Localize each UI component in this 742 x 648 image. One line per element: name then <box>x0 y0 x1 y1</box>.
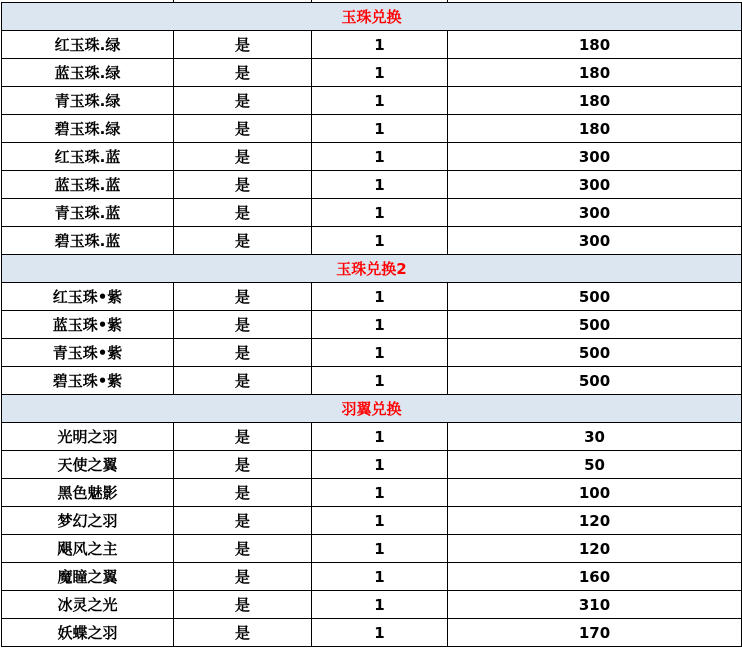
flag-cell: 是 <box>174 115 312 143</box>
cost-cell: 500 <box>448 311 742 339</box>
item-name: 青玉珠.蓝 <box>2 199 174 227</box>
table-row <box>2 507 742 535</box>
cost-cell: 160 <box>448 563 742 591</box>
quantity-cell: 1 <box>312 535 448 563</box>
table-row <box>2 479 742 507</box>
cost-cell: 170 <box>448 619 742 647</box>
cost-cell: 30 <box>448 423 742 451</box>
quantity-cell: 1 <box>312 59 448 87</box>
quantity-cell: 1 <box>312 31 448 59</box>
quantity-cell: 1 <box>312 479 448 507</box>
cost-cell: 120 <box>448 535 742 563</box>
table-row <box>2 283 742 311</box>
quantity-cell: 1 <box>312 591 448 619</box>
flag-cell: 是 <box>174 87 312 115</box>
flag-cell: 是 <box>174 31 312 59</box>
quantity-cell: 1 <box>312 339 448 367</box>
flag-cell: 是 <box>174 451 312 479</box>
cost-cell: 100 <box>448 479 742 507</box>
cost-cell: 120 <box>448 507 742 535</box>
cost-cell: 180 <box>448 31 742 59</box>
exchange-table <box>1 2 742 647</box>
cost-cell: 500 <box>448 367 742 395</box>
section-title: 玉珠兑换 <box>2 3 742 31</box>
item-name: 红玉珠•紫 <box>2 283 174 311</box>
item-name: 青玉珠•紫 <box>2 339 174 367</box>
flag-cell: 是 <box>174 199 312 227</box>
flag-cell: 是 <box>174 535 312 563</box>
flag-cell: 是 <box>174 507 312 535</box>
flag-cell: 是 <box>174 339 312 367</box>
table-row <box>2 311 742 339</box>
flag-cell: 是 <box>174 311 312 339</box>
quantity-cell: 1 <box>312 563 448 591</box>
quantity-cell: 1 <box>312 451 448 479</box>
cost-cell: 300 <box>448 199 742 227</box>
flag-cell: 是 <box>174 479 312 507</box>
quantity-cell: 1 <box>312 227 448 255</box>
flag-cell: 是 <box>174 367 312 395</box>
quantity-cell: 1 <box>312 311 448 339</box>
item-name: 碧玉珠.绿 <box>2 115 174 143</box>
cost-cell: 180 <box>448 87 742 115</box>
item-name: 红玉珠.绿 <box>2 31 174 59</box>
exchange-table-body <box>2 3 742 647</box>
item-name: 碧玉珠.蓝 <box>2 227 174 255</box>
item-name: 青玉珠.绿 <box>2 87 174 115</box>
item-name: 红玉珠.蓝 <box>2 143 174 171</box>
quantity-cell: 1 <box>312 143 448 171</box>
flag-cell: 是 <box>174 563 312 591</box>
quantity-cell: 1 <box>312 619 448 647</box>
cost-cell: 180 <box>448 115 742 143</box>
table-row <box>2 227 742 255</box>
item-name: 蓝玉珠.绿 <box>2 59 174 87</box>
quantity-cell: 1 <box>312 423 448 451</box>
flag-cell: 是 <box>174 171 312 199</box>
table-row <box>2 563 742 591</box>
table-row <box>2 339 742 367</box>
item-name: 碧玉珠•紫 <box>2 367 174 395</box>
table-row <box>2 87 742 115</box>
quantity-cell: 1 <box>312 115 448 143</box>
table-row <box>2 423 742 451</box>
section-header-row <box>2 3 742 31</box>
item-name: 妖蝶之羽 <box>2 619 174 647</box>
table-row <box>2 535 742 563</box>
quantity-cell: 1 <box>312 199 448 227</box>
section-title: 玉珠兑换2 <box>2 255 742 283</box>
table-row <box>2 31 742 59</box>
cost-cell: 300 <box>448 227 742 255</box>
item-name: 黑色魅影 <box>2 479 174 507</box>
flag-cell: 是 <box>174 591 312 619</box>
table-row <box>2 171 742 199</box>
flag-cell: 是 <box>174 59 312 87</box>
item-name: 光明之羽 <box>2 423 174 451</box>
table-row <box>2 591 742 619</box>
flag-cell: 是 <box>174 143 312 171</box>
table-row <box>2 199 742 227</box>
item-name: 梦幻之羽 <box>2 507 174 535</box>
item-name: 魔瞳之翼 <box>2 563 174 591</box>
flag-cell: 是 <box>174 227 312 255</box>
cost-cell: 500 <box>448 283 742 311</box>
cost-cell: 50 <box>448 451 742 479</box>
cost-cell: 310 <box>448 591 742 619</box>
quantity-cell: 1 <box>312 283 448 311</box>
item-name: 飓风之主 <box>2 535 174 563</box>
table-row <box>2 367 742 395</box>
item-name: 蓝玉珠.蓝 <box>2 171 174 199</box>
table-row <box>2 115 742 143</box>
table-row <box>2 59 742 87</box>
section-header-row <box>2 255 742 283</box>
flag-cell: 是 <box>174 423 312 451</box>
cost-cell: 180 <box>448 59 742 87</box>
section-title: 羽翼兑换 <box>2 395 742 423</box>
section-header-row <box>2 395 742 423</box>
cost-cell: 300 <box>448 171 742 199</box>
table-row <box>2 143 742 171</box>
cost-cell: 500 <box>448 339 742 367</box>
quantity-cell: 1 <box>312 507 448 535</box>
table-row <box>2 451 742 479</box>
quantity-cell: 1 <box>312 87 448 115</box>
item-name: 冰灵之光 <box>2 591 174 619</box>
quantity-cell: 1 <box>312 171 448 199</box>
cost-cell: 300 <box>448 143 742 171</box>
flag-cell: 是 <box>174 619 312 647</box>
quantity-cell: 1 <box>312 367 448 395</box>
flag-cell: 是 <box>174 283 312 311</box>
item-name: 蓝玉珠•紫 <box>2 311 174 339</box>
table-row <box>2 619 742 647</box>
item-name: 天使之翼 <box>2 451 174 479</box>
